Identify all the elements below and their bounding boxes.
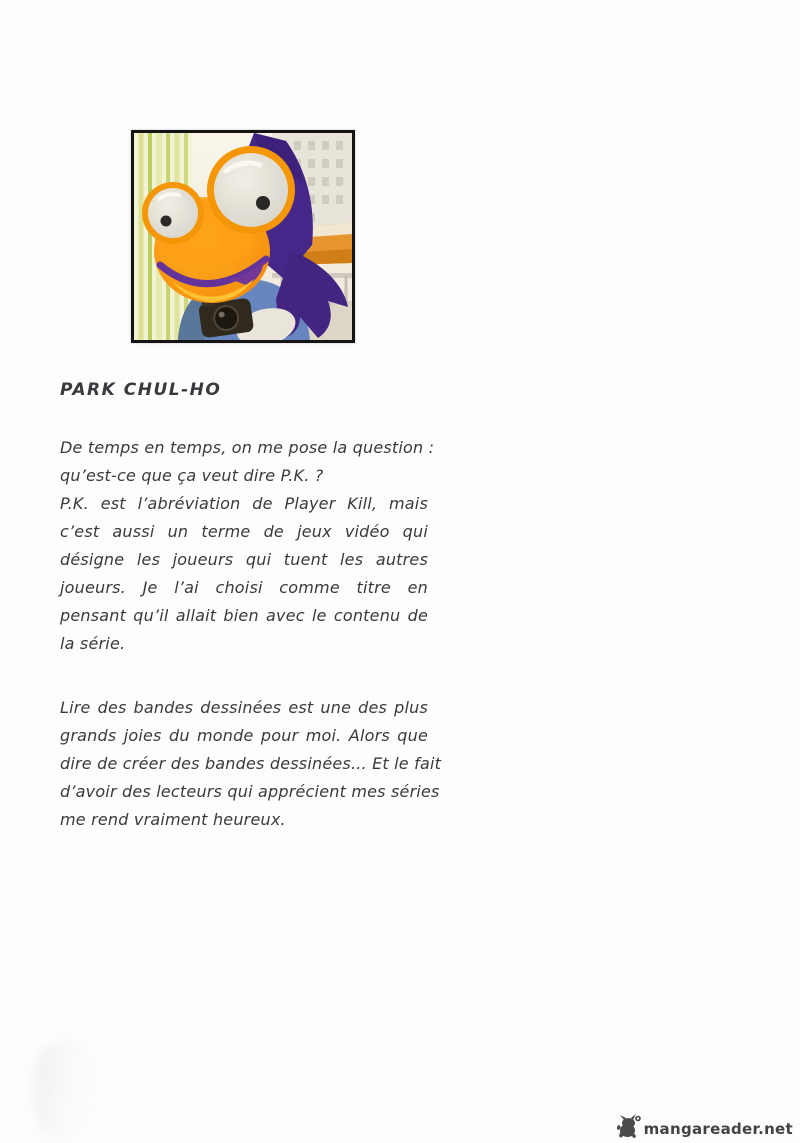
text-line: la série. <box>60 634 126 653</box>
mangareader-logo-icon <box>614 1114 641 1139</box>
comics-joy-text-block <box>60 694 442 834</box>
paragraph-joy <box>60 694 442 834</box>
text-line: dire de créer des bandes dessinées... Et le fait <box>60 754 442 773</box>
author-mascot-photo <box>131 130 355 343</box>
text-line: d’avoir des lecteurs qui apprécient mes séries <box>60 782 440 801</box>
text-line: qu’est-ce que ça veut dire P.K. ? <box>60 466 324 485</box>
text-line: me rend vraiment heureux. <box>60 810 286 829</box>
scan-artifact-smudge <box>34 1042 98 1140</box>
pk-explanation-text-block <box>60 434 435 658</box>
paragraph-answer <box>60 490 428 658</box>
text-line: P.K. est l’abréviation de Player Kill, mais <box>60 494 428 513</box>
text-line: Lire des bandes dessinées est une des plus <box>60 698 428 717</box>
text-line: grands joies du monde pour moi. Alors que <box>60 726 428 745</box>
text-line: De temps en temps, on me pose la question : <box>60 438 435 457</box>
paragraph-question <box>60 434 435 490</box>
text-line: pensant qu’il allait bien avec le contenu de <box>60 606 428 625</box>
mascot-costume-illustration <box>134 133 352 340</box>
text-line: désigne les joueurs qui tuent les autres <box>60 550 428 569</box>
author-name: PARK CHUL-HO <box>60 380 222 400</box>
text-line: c’est aussi un terme de jeux vidéo qui <box>60 522 428 541</box>
site-watermark <box>614 1114 793 1139</box>
text-line: joueurs. Je l’ai choisi comme titre en <box>60 578 428 597</box>
site-name: mangareader.net <box>643 1120 793 1138</box>
